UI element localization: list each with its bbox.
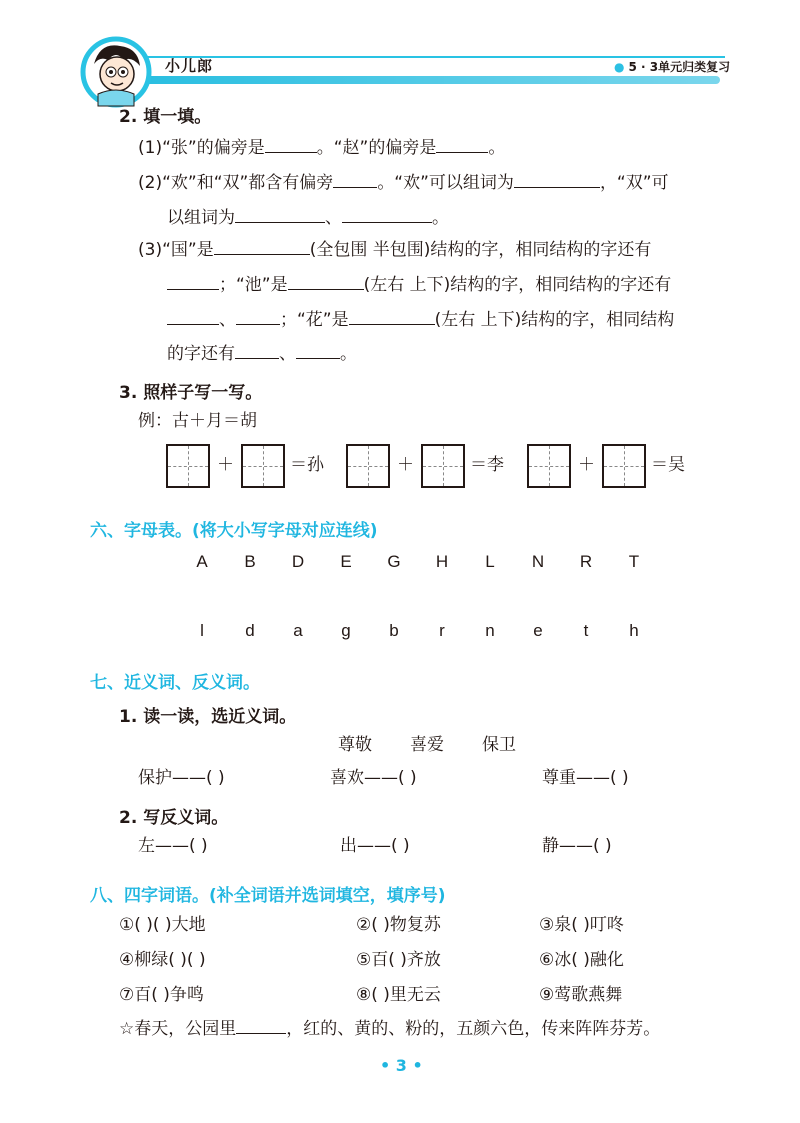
antonym-item[interactable]: 左——( ) [138, 836, 208, 856]
page-number: • 3 • [380, 1056, 423, 1075]
choice-word: 喜爱 [410, 735, 444, 755]
lowercase-letter[interactable]: g [341, 621, 351, 640]
idiom-item[interactable]: ⑥冰( )融化 [539, 950, 624, 970]
lowercase-letter[interactable]: b [389, 621, 399, 640]
q2-line7: 的字还有 、 。 [167, 344, 357, 364]
antonym-item[interactable]: 出——( ) [340, 836, 410, 856]
s7-q2-title: 2. 写反义词。 [119, 808, 229, 828]
uppercase-letter[interactable]: A [196, 552, 208, 571]
idiom-item[interactable]: ④柳绿( )( ) [119, 950, 206, 970]
uppercase-letter[interactable]: G [387, 552, 401, 571]
idiom-item[interactable]: ①( )( )大地 [119, 915, 206, 935]
answer-blank[interactable] [288, 275, 364, 290]
uppercase-letter[interactable]: B [244, 552, 256, 571]
char-box[interactable] [166, 444, 210, 488]
section-8-title: 八、四字词语。(补全词语并选词填空，填序号) [90, 886, 446, 906]
unit-title: ● 5 · 3单元归类复习 [614, 60, 731, 74]
answer-blank[interactable] [265, 138, 317, 153]
fill-sentence: ☆春天，公园里 ，红的、黄的、粉的，五颜六色，传来阵阵芬芳。 [119, 1019, 661, 1039]
q3-title: 3. 照样子写一写。 [119, 383, 263, 403]
result-2: ＝李 [470, 455, 504, 475]
char-box[interactable] [346, 444, 390, 488]
q2-line1: (1)“张”的偏旁是 。“赵”的偏旁是 。 [138, 138, 506, 158]
plus-sign: ＋ [397, 455, 414, 475]
antonym-item[interactable]: 静——( ) [542, 836, 612, 856]
synonym-item[interactable]: 保护——( ) [138, 768, 225, 788]
q2-line5: ；“池”是 (左右 上下)结构的字，相同结构的字还有 [167, 275, 671, 295]
q2-line6: 、 ；“花”是 (左右 上下)结构的字，相同结构 [167, 310, 674, 330]
uppercase-letter[interactable]: E [340, 552, 352, 571]
synonym-item[interactable]: 喜欢——( ) [330, 768, 417, 788]
uppercase-letter[interactable]: R [579, 552, 593, 571]
idiom-item[interactable]: ⑦百( )争鸣 [119, 985, 204, 1005]
lowercase-letter[interactable]: d [245, 621, 255, 640]
char-box[interactable] [241, 444, 285, 488]
lowercase-letter[interactable]: l [200, 621, 204, 640]
answer-blank[interactable] [167, 275, 219, 290]
result-3: ＝吴 [651, 455, 685, 475]
char-box[interactable] [602, 444, 646, 488]
answer-blank[interactable] [235, 208, 325, 223]
answer-blank[interactable] [167, 310, 219, 325]
lowercase-letter[interactable]: a [293, 621, 303, 640]
choice-word: 保卫 [482, 735, 516, 755]
lowercase-letter[interactable]: e [533, 621, 543, 640]
uppercase-letter[interactable]: H [435, 552, 449, 571]
q3-example: 例：古＋月＝胡 [138, 411, 257, 431]
q2-line3: 以组词为 、 。 [167, 208, 449, 228]
plus-sign: ＋ [578, 455, 595, 475]
idiom-item[interactable]: ③泉( )叮咚 [539, 915, 624, 935]
answer-blank[interactable] [235, 344, 279, 359]
uppercase-letter[interactable]: L [485, 552, 495, 571]
idiom-item: ⑨莺歌燕舞 [539, 985, 623, 1005]
answer-blank[interactable] [342, 208, 432, 223]
q2-title: 2. 填一填。 [119, 107, 212, 127]
uppercase-letter[interactable]: D [291, 552, 305, 571]
answer-blank[interactable] [349, 310, 435, 325]
brand-name: 小儿郎 [165, 57, 214, 75]
lowercase-letter[interactable]: n [485, 621, 495, 640]
idiom-item[interactable]: ②( )物复苏 [356, 915, 441, 935]
mascot-icon [80, 36, 152, 108]
s7-q1-title: 1. 读一读，选近义词。 [119, 707, 297, 727]
lowercase-letter[interactable]: r [439, 621, 445, 640]
char-box[interactable] [527, 444, 571, 488]
uppercase-letter[interactable]: N [531, 552, 545, 571]
result-1: ＝孙 [290, 455, 324, 475]
synonym-item[interactable]: 尊重——( ) [542, 768, 629, 788]
q2-line2: (2)“欢”和“双”都含有偏旁 。“欢”可以组词为 ，“双”可 [138, 173, 669, 193]
choice-word: 尊敬 [338, 735, 372, 755]
header-bottom-bar [112, 76, 720, 84]
uppercase-letter[interactable]: T [628, 552, 640, 571]
plus-sign: ＋ [217, 455, 234, 475]
answer-blank[interactable] [236, 1019, 286, 1034]
lowercase-letter[interactable]: h [629, 621, 639, 640]
idiom-item[interactable]: ⑤百( )齐放 [356, 950, 441, 970]
answer-blank[interactable] [296, 344, 340, 359]
section-7-title: 七、近义词、反义词。 [90, 673, 260, 693]
answer-blank[interactable] [236, 310, 280, 325]
section-6-title: 六、字母表。(将大小写字母对应连线) [90, 521, 378, 541]
lowercase-letter[interactable]: t [583, 621, 589, 640]
answer-blank[interactable] [333, 173, 377, 188]
answer-blank[interactable] [436, 138, 488, 153]
answer-blank[interactable] [514, 173, 600, 188]
idiom-item[interactable]: ⑧( )里无云 [356, 985, 441, 1005]
answer-blank[interactable] [214, 240, 310, 255]
q2-line4: (3)“国”是 (全包围 半包围)结构的字，相同结构的字还有 [138, 240, 652, 260]
char-box[interactable] [421, 444, 465, 488]
